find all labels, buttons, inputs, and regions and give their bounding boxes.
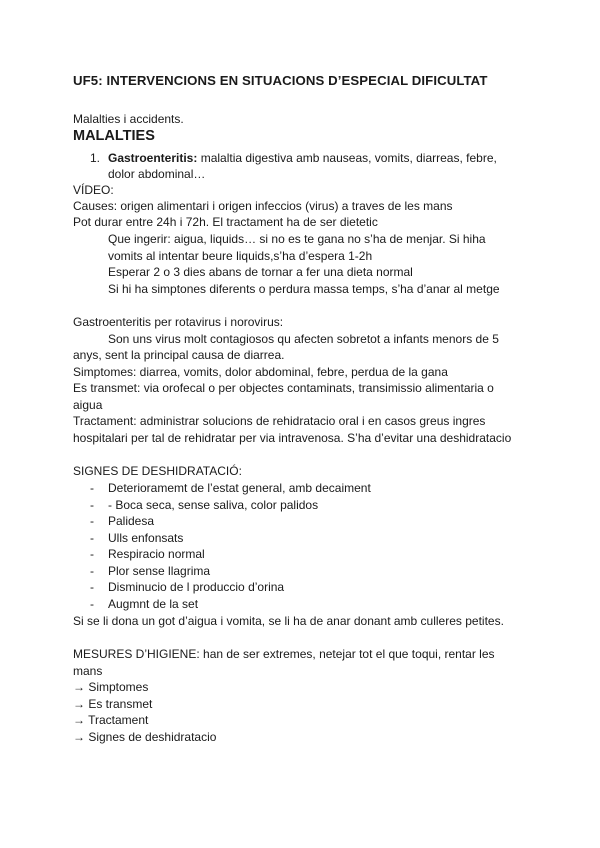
arrow-item: → Signes de deshidratacio: [73, 730, 217, 744]
sign-item: Disminucio de l produccio d’orina: [108, 580, 285, 594]
sign-item: Respiracio normal: [108, 547, 205, 561]
text-line: Es transmet: via orofecal o per objectes contaminats, transimissio alimentaria o: [73, 381, 494, 395]
sign-item: Plor sense llagrima: [108, 564, 211, 578]
text-line: VÍDEO:: [73, 183, 114, 197]
section-heading: MALALTIES: [73, 128, 155, 144]
hygiene-text: MESURES D’HIGIENE: han de ser extremes, netejar tot el que toqui, rentar les: [73, 647, 495, 661]
bullet-dash: -: [90, 597, 94, 611]
indented-line: Si hi ha simptones diferents o perdura massa temps, s’ha d’anar al metge: [108, 282, 500, 296]
signs-heading: SIGNES DE DESHIDRATACIÓ:: [73, 464, 242, 478]
rotavirus-text-cont: anys, sent la principal causa de diarrea.: [73, 348, 285, 362]
list-number: 1.: [90, 151, 101, 165]
page-title: UF5: INTERVENCIONS EN SITUACIONS D’ESPECIAL DIFICULTAT: [73, 73, 488, 88]
sign-item: Ulls enfonsats: [108, 531, 184, 545]
text-line: hospitalari per tal de rehidratar per via intravenosa. S’ha d’evitar una deshidratacio: [73, 431, 512, 445]
rotavirus-text: Son uns virus molt contagiosos qu afecten sobretot a infants menors de 5: [108, 332, 499, 346]
signs-note: Si se li dona un got d’aigua i vomita, se li ha de anar donant amb culleres petites.: [73, 614, 504, 628]
sign-item: Augmnt de la set: [108, 597, 199, 611]
bullet-dash: -: [90, 580, 94, 594]
arrow-item: → Es transmet: [73, 697, 153, 711]
bullet-dash: -: [90, 547, 94, 561]
term-description-cont: dolor abdominal…: [108, 167, 206, 181]
intro-text: Malalties i accidents.: [73, 112, 184, 126]
sign-item: Palidesa: [108, 514, 155, 528]
arrow-item: → Simptomes: [73, 680, 149, 694]
indented-line: Que ingerir: aigua, liquids… si no es te gana no s’ha de menjar. Si hiha: [108, 232, 486, 246]
text-line: Pot durar entre 24h i 72h. El tractament ha de ser dietetic: [73, 215, 378, 229]
sign-item: - Boca seca, sense saliva, color palidos: [108, 498, 319, 512]
text-line: Simptomes: diarrea, vomits, dolor abdominal, febre, perdua de la gana: [73, 365, 448, 379]
hygiene-text-cont: mans: [73, 664, 103, 678]
sign-item: Deterioramemt de l’estat general, amb decaiment: [108, 481, 371, 495]
list-item-gastroenteritis: [108, 150, 497, 166]
bullet-dash: -: [90, 481, 94, 495]
term-gastroenteritis: Gastroenteritis:: [108, 151, 198, 165]
text-line: aigua: [73, 398, 103, 412]
bullet-dash: -: [90, 531, 94, 545]
rotavirus-heading: Gastroenteritis per rotavirus i norovirus:: [73, 315, 284, 329]
indented-line: vomits al intentar beure liquids,s’ha d’espera 1-2h: [108, 249, 373, 263]
indented-line: Esperar 2 o 3 dies abans de tornar a fer una dieta normal: [108, 265, 413, 279]
arrow-item: → Tractament: [73, 713, 149, 727]
bullet-dash: -: [90, 498, 94, 512]
text-line: Causes: origen alimentari i origen infeccios (virus) a traves de les mans: [73, 199, 453, 213]
bullet-dash: -: [90, 514, 94, 528]
bullet-dash: -: [90, 564, 94, 578]
text-line: Tractament: administrar solucions de rehidratacio oral i en casos greus ingres: [73, 414, 486, 428]
term-description: malaltia digestiva amb nauseas, vomits, diarreas, febre,: [197, 151, 497, 165]
